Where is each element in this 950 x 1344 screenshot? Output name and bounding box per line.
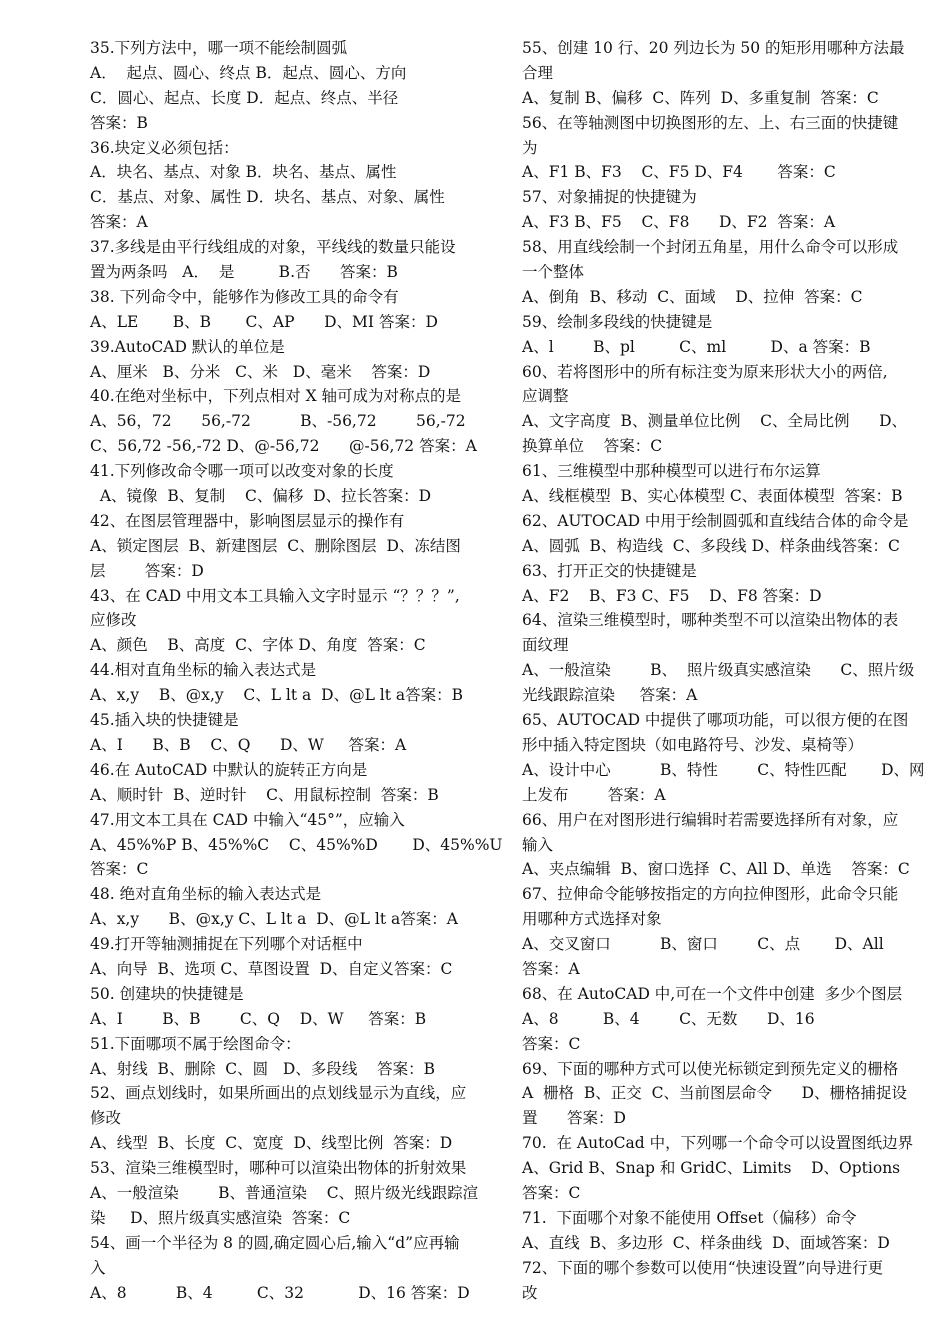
left-column-text-line: A、颜色 B、高度 C、字体 D、角度 答案：C <box>90 636 426 655</box>
right-column-text-line: 57、对象捕捉的快捷键为 <box>522 188 697 207</box>
right-column-text-line: A、线框模型 B、实心体模型 C、表面体模型 答案：B <box>522 487 903 506</box>
right-column-text-line: 71. 下面哪个对象不能使用 Offset（偏移）命令 <box>522 1208 857 1227</box>
right-column-text-line: 答案：C <box>522 1034 581 1053</box>
left-column-text-line: A、56，72 56,-72 B、-56,72 56,-72 <box>90 412 466 431</box>
left-column-text-line: A、线型 B、长度 C、宽度 D、线型比例 答案：D <box>90 1134 453 1153</box>
right-column-text-line: 60、若将图形中的所有标注变为原来形状大小的两倍, <box>522 362 888 381</box>
right-column-text-line: 上发布 答案：A <box>522 785 666 804</box>
right-column-text-line: A、l B、pl C、ml D、a 答案：B <box>522 337 871 356</box>
right-column-text-line: A、倒角 B、移动 C、面域 D、拉伸 答案：C <box>522 287 863 306</box>
right-column-text-line: A、交叉窗口 B、窗口 C、点 D、All <box>522 935 884 954</box>
left-column-text-line: 37.多线是由平行线组成的对象，平线线的数量只能设 <box>90 238 456 257</box>
left-column-text-line: 39.AutoCAD 默认的单位是 <box>90 337 285 356</box>
left-column-text-line: 47.用文本工具在 CAD 中输入“45°”，应输入 <box>90 810 405 829</box>
right-column-text-line: 63、打开正交的快捷键是 <box>522 561 697 580</box>
left-column-text-line: C、56,72 -56,-72 D、@-56,72 @-56,72 答案：A <box>90 437 477 456</box>
left-column <box>90 36 503 1305</box>
left-column-text-line: A、I B、B C、Q D、W 答案：A <box>90 735 407 754</box>
left-column-text-line: 38. 下列命令中，能够作为修改工具的命令有 <box>90 287 399 306</box>
left-column-text-line: 52、画点划线时，如果所画出的点划线显示为直线，应 <box>90 1084 467 1103</box>
left-column-text-line: 50. 创建块的快捷键是 <box>90 984 244 1003</box>
right-column-text-line: 答案：C <box>522 1183 581 1202</box>
right-column-text-line: 56、在等轴测图中切换图形的左、上、右三面的快捷键 <box>522 113 899 132</box>
right-column-text-line: A、Grid B、Snap 和 GridC、Limits D、Options <box>522 1159 901 1178</box>
right-column-text-line: 改 <box>522 1283 538 1302</box>
left-column-text-line: 答案：B <box>90 113 148 132</box>
left-column-text-line: A、厘米 B、分米 C、米 D、毫米 答案：D <box>90 362 431 381</box>
left-column-text-line: C．圆心、起点、长度 D．起点、终点、半径 <box>90 88 399 107</box>
left-column-text-line: A、LE B、B C、AP D、MI 答案：D <box>90 312 438 331</box>
left-column-text-line: 54、画一个半径为 8 的圆,确定圆心后,输入“d”应再输 <box>90 1233 460 1252</box>
right-column-text-line: 光线跟踪渲染 答案：A <box>522 686 698 705</box>
right-column-text-line: 70. 在 AutoCad 中，下列哪一个命令可以设置图纸边界 <box>522 1134 914 1153</box>
right-column-text-line: A、设计中心 B、特性 C、特性匹配 D、网 <box>522 760 925 779</box>
right-column-text-line: 64、渲染三维模型时，哪种类型不可以渲染出物体的表 <box>522 611 899 630</box>
left-column-text-line: A、镜像 B、复制 C、偏移 D、拉长答案：D <box>90 487 432 506</box>
right-column-text-line: 用哪种方式选择对象 <box>522 910 662 929</box>
left-column-text-line: 48. 绝对直角坐标的输入表达式是 <box>90 885 322 904</box>
left-column-text-line: 入 <box>90 1258 106 1277</box>
left-column-text-line: 45.插入块的快捷键是 <box>90 711 239 730</box>
left-column-text-line: A、I B、B C、Q D、W 答案：B <box>90 1009 427 1028</box>
right-column-text-line: 答案：A <box>522 959 580 978</box>
left-column-text-line: 置为两条吗 A． 是 B.否 答案：B <box>90 263 398 282</box>
right-column-text-line: 形中插入特定图块（如电路符号、沙发、桌椅等） <box>522 735 864 754</box>
left-column-text-line: A、向导 B、选项 C、草图设置 D、自定义答案：C <box>90 959 453 978</box>
right-column-text-line: A、直线 B、多边形 C、样条曲线 D、面域答案：D <box>522 1233 890 1252</box>
left-column-text-line: A、锁定图层 B、新建图层 C、删除图层 D、冻结图 <box>90 536 461 555</box>
right-column-text-line: 62、AUTOCAD 中用于绘制圆弧和直线结合体的命令是 <box>522 511 909 530</box>
right-column-text-line: A、F2 B、F3 C、F5 D、F8 答案：D <box>522 586 822 605</box>
left-column-text-line: 49.打开等轴测捕捉在下列哪个对话框中 <box>90 935 363 954</box>
right-column-text-line: A、8 B、4 C、无数 D、16 <box>522 1009 815 1028</box>
right-column-text-line: A、夹点编辑 B、窗口选择 C、All D、单选 答案：C <box>522 860 910 879</box>
right-column-text-line: A、F1 B、F3 C、F5 D、F4 答案：C <box>522 163 836 182</box>
left-column-text-line: A、45%%P B、45%%C C、45%%D D、45%%U <box>90 835 503 854</box>
right-column-text-line: A、圆弧 B、构造线 C、多段线 D、样条曲线答案：C <box>522 536 900 555</box>
right-column-text-line: 面纹理 <box>522 636 569 655</box>
right-column-text-line: A、F3 B、F5 C、F8 D、F2 答案：A <box>522 213 836 232</box>
left-column-text-line: 35.下列方法中，哪一项不能绘制圆弧 <box>90 39 348 57</box>
left-column-text-line: 应修改 <box>90 611 137 630</box>
left-column-text-line: 41.下列修改命令哪一项可以改变对象的长度 <box>90 462 394 481</box>
left-column-text-line: 53、渲染三维模型时，哪种可以渲染出物体的折射效果 <box>90 1159 467 1178</box>
right-column <box>522 36 925 1305</box>
left-column-text-line: C．基点、对象、属性 D．块名、基点、对象、属性 <box>90 188 445 207</box>
right-column-text-line: 72、下面的哪个参数可以使用“快速设置”向导进行更 <box>522 1258 884 1277</box>
left-column-text-line: A、一般渲染 B、普通渲染 C、照片级光线跟踪渲 <box>90 1183 479 1202</box>
right-column-text-line: A、一般渲染 B、 照片级真实感渲染 C、照片级 <box>522 661 915 680</box>
right-column-text-line: 输入 <box>522 835 554 854</box>
right-column-text-line: 69、下面的哪种方式可以使光标锁定到预先定义的栅格 <box>522 1059 899 1078</box>
right-column-text-line: 55、创建 10 行、20 列边长为 50 的矩形用哪种方法最 <box>522 39 905 57</box>
right-column-text-line: 应调整 <box>522 387 569 406</box>
right-column-text-line: A 栅格 B、正交 C、当前图层命令 D、栅格捕捉设 <box>522 1084 907 1103</box>
left-column-text-line: 51.下面哪项不属于绘图命令： <box>90 1034 301 1053</box>
right-column-text-line: 65、AUTOCAD 中提供了哪项功能，可以很方便的在图 <box>522 711 909 730</box>
right-column-text-line: 为 <box>522 138 538 157</box>
left-column-text-line: 42、在图层管理器中，影响图层显示的操作有 <box>90 511 405 530</box>
left-column-text-line: 染 D、照片级真实感渲染 答案：C <box>90 1208 351 1227</box>
left-column-text-line: 40.在绝对坐标中，下列点相对 X 轴可成为对称点的是 <box>90 387 462 406</box>
left-column-text-line: 43、在 CAD 中用文本工具输入文字时显示 “？？？”, <box>90 586 460 605</box>
left-column-text-line: 层 答案：D <box>90 561 204 580</box>
left-column-text-line: 36.块定义必须包括： <box>90 138 239 157</box>
left-column-text-line: A、x,y B、@x,y C、L lt a D、@L lt a答案：B <box>90 686 464 705</box>
left-column-text-line: A． 起点、圆心、终点 B．起点、圆心、方向 <box>90 63 407 82</box>
right-column-text-line: 一个整体 <box>522 263 585 282</box>
right-column-text-line: 合理 <box>522 63 554 82</box>
left-column-text-line: A．块名、基点、对象 B．块名、基点、属性 <box>90 163 397 182</box>
left-column-text-line: 修改 <box>90 1109 122 1128</box>
right-column-text-line: A、文字高度 B、测量单位比例 C、全局比例 D、 <box>522 412 907 431</box>
right-column-text-line: 58、用直线绘制一个封闭五角星，用什么命令可以形成 <box>522 238 899 257</box>
right-column-text-line: 68、在 AutoCAD 中,可在一个文件中创建 多少个图层 <box>522 984 903 1003</box>
left-column-text-line: 答案：A <box>90 213 148 232</box>
left-column-text-line: A、射线 B、删除 C、圆 D、多段线 答案：B <box>90 1059 435 1078</box>
right-column-text-line: 置 答案：D <box>522 1109 626 1128</box>
right-column-text-line: 67、拉伸命令能够按指定的方向拉伸图形，此命令只能 <box>522 885 899 904</box>
left-column-text-line: A、8 B、4 C、32 D、16 答案：D <box>90 1283 470 1302</box>
left-column-text-line: 46.在 AutoCAD 中默认的旋转正方向是 <box>90 760 368 779</box>
right-column-text-line: 换算单位 答案：C <box>522 437 663 456</box>
right-column-text-line: 59、绘制多段线的快捷键是 <box>522 312 713 331</box>
right-column-text-line: A、复制 B、偏移 C、阵列 D、多重复制 答案：C <box>522 88 879 107</box>
left-column-text-line: 44.相对直角坐标的输入表达式是 <box>90 661 317 680</box>
right-column-text-line: 61、三维模型中那种模型可以进行布尔运算 <box>522 462 821 481</box>
left-column-text-line: 答案：C <box>90 860 149 879</box>
left-column-text-line: A、x,y B、@x,y C、L lt a D、@L lt a答案：A <box>90 910 458 929</box>
right-column-text-line: 66、用户在对图形进行编辑时若需要选择所有对象，应 <box>522 810 899 829</box>
left-column-text-line: A、顺时针 B、逆时针 C、用鼠标控制 答案：B <box>90 785 439 804</box>
